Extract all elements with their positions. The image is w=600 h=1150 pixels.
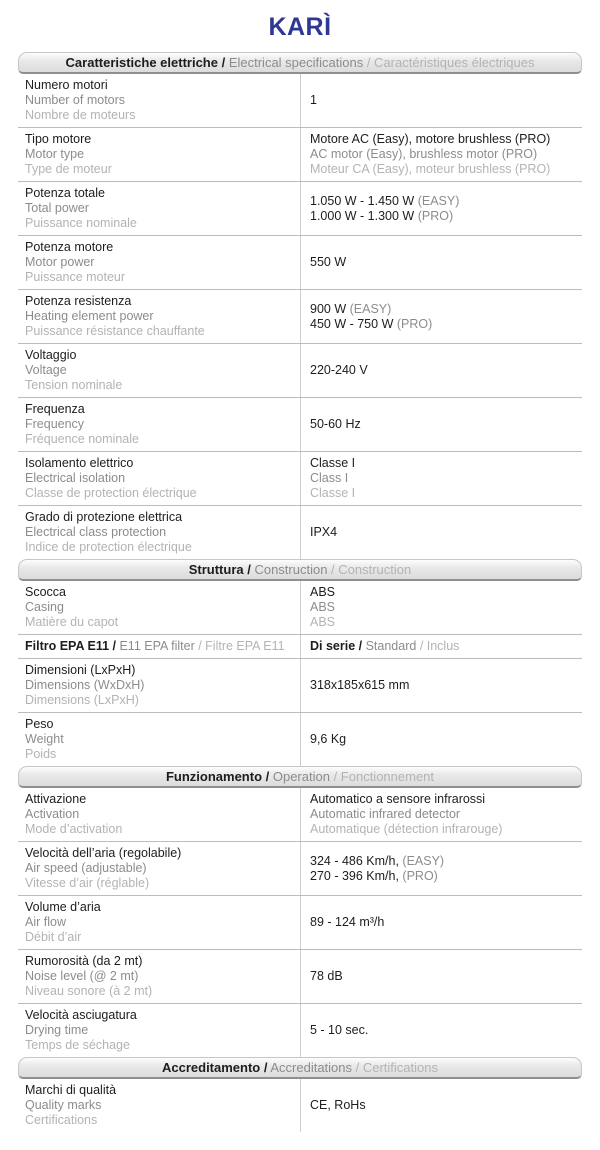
label-line (25, 1008, 294, 1023)
text-segment: IPX4 (310, 525, 338, 539)
label-line (25, 717, 294, 732)
value-line (310, 585, 576, 600)
label-line (25, 876, 294, 891)
row-value (300, 344, 582, 397)
text-segment: Volume d’aria (25, 900, 101, 914)
text-segment: Certifications (25, 1113, 98, 1127)
spec-row (18, 581, 582, 634)
row-label (18, 788, 300, 841)
label-line (25, 270, 294, 285)
spec-row (18, 181, 582, 235)
label-line (25, 792, 294, 807)
text-segment: Potenza motore (25, 240, 114, 254)
value-line (310, 869, 576, 884)
value-line (310, 915, 576, 930)
row-label (18, 398, 300, 451)
text-segment: 450 W - 750 W (310, 316, 397, 331)
text-segment: Dimensions (LxPxH) (25, 693, 139, 707)
row-value (300, 950, 582, 1003)
text-segment: (PRO) (402, 868, 438, 883)
label-line (25, 1098, 294, 1113)
text-segment: Frequenza (25, 402, 85, 416)
text-segment: Puissance nominale (25, 216, 137, 230)
text-segment: Class I (310, 471, 349, 485)
value-line (310, 471, 576, 486)
row-label (18, 635, 300, 658)
label-line (25, 186, 294, 201)
value-line (310, 1023, 576, 1038)
label-line (25, 456, 294, 471)
spec-row (18, 343, 582, 397)
text-segment: Accreditations (267, 1060, 353, 1075)
text-segment: 318x185x615 mm (310, 678, 410, 692)
spec-row (18, 634, 582, 658)
row-value (300, 128, 582, 181)
label-line (25, 1113, 294, 1128)
text-segment: Fréquence nominale (25, 432, 139, 446)
text-segment: Indice de protection électrique (25, 540, 192, 554)
label-line (25, 240, 294, 255)
spec-row (18, 397, 582, 451)
text-segment: Heating element power (25, 309, 154, 323)
value-line (310, 525, 576, 540)
value-line (310, 317, 576, 332)
text-segment: Quality marks (25, 1098, 102, 1112)
text-segment: 900 W (310, 301, 350, 316)
value-line (310, 363, 576, 378)
text-segment: (EASY) (349, 301, 392, 316)
text-segment: 324 - 486 Km/h, (310, 853, 403, 868)
label-line (25, 807, 294, 822)
label-line (25, 732, 294, 747)
text-segment: / Filtre EPA E11 (194, 639, 285, 653)
text-segment: Filtro EPA E11 / (25, 639, 116, 653)
text-segment: (PRO) (396, 316, 433, 331)
text-segment: / Inclus (416, 639, 460, 653)
label-line (25, 417, 294, 432)
text-segment: Struttura / (188, 562, 251, 577)
text-segment: 89 - 124 m³/h (310, 915, 385, 929)
text-segment: Automatico a sensore infrarossi (310, 792, 486, 806)
row-label (18, 290, 300, 343)
text-segment: (EASY) (402, 853, 445, 868)
value-line (310, 969, 576, 984)
text-segment: 220-240 V (310, 363, 368, 377)
text-segment: 5 - 10 sec. (310, 1023, 369, 1037)
text-segment: / Construction (327, 562, 412, 577)
label-line (25, 900, 294, 915)
spec-row (18, 74, 582, 127)
text-segment: AC motor (Easy), brushless motor (PRO) (310, 147, 538, 161)
text-segment: 550 W (310, 255, 347, 269)
row-value (300, 635, 582, 658)
row-value (300, 182, 582, 235)
spec-row (18, 127, 582, 181)
text-segment: (EASY) (417, 193, 460, 208)
text-segment: 1.050 W - 1.450 W (310, 193, 418, 208)
row-label (18, 659, 300, 712)
row-label (18, 74, 300, 127)
label-line (25, 294, 294, 309)
row-value (300, 896, 582, 949)
label-line (25, 525, 294, 540)
text-segment: Puissance résistance chauffante (25, 324, 205, 338)
row-label (18, 506, 300, 559)
text-segment: / Fonctionnement (329, 769, 435, 784)
row-value (300, 842, 582, 895)
row-value (300, 1079, 582, 1132)
row-value (300, 659, 582, 712)
value-line (310, 417, 576, 432)
label-line (25, 348, 294, 363)
text-segment: Type de moteur (25, 162, 112, 176)
label-line (25, 510, 294, 525)
text-segment: Dimensioni (LxPxH) (25, 663, 136, 677)
text-segment: Activation (25, 807, 80, 821)
text-segment: 50-60 Hz (310, 417, 361, 431)
text-segment: Poids (25, 747, 57, 761)
label-line (25, 432, 294, 447)
row-value (300, 74, 582, 127)
text-segment: Tension nominale (25, 378, 123, 392)
spec-row (18, 289, 582, 343)
value-line (310, 854, 576, 869)
row-label (18, 236, 300, 289)
text-segment: Number of motors (25, 93, 126, 107)
spec-row (18, 712, 582, 766)
spec-row (18, 788, 582, 841)
value-line (310, 209, 576, 224)
text-segment: Velocità asciugatura (25, 1008, 137, 1022)
text-segment: Noise level (@ 2 mt) (25, 969, 139, 983)
value-line (310, 615, 576, 630)
text-segment: 9,6 Kg (310, 732, 347, 746)
value-line (310, 639, 576, 654)
row-value (300, 398, 582, 451)
row-value (300, 1004, 582, 1057)
row-label (18, 1004, 300, 1057)
text-segment: Automatic infrared detector (310, 807, 461, 821)
product-title: KARÌ (268, 13, 332, 41)
text-segment: (PRO) (417, 208, 454, 223)
label-line (25, 540, 294, 555)
value-line (310, 93, 576, 108)
row-label (18, 581, 300, 634)
label-line (25, 162, 294, 177)
label-line (25, 678, 294, 693)
text-segment: CE, RoHs (310, 1098, 366, 1112)
text-segment: ABS (310, 585, 336, 599)
value-line (310, 132, 576, 147)
label-line (25, 1038, 294, 1053)
text-segment: Temps de séchage (25, 1038, 130, 1052)
row-value (300, 788, 582, 841)
text-segment: Air flow (25, 915, 66, 929)
section-header (18, 52, 582, 74)
label-line (25, 846, 294, 861)
label-line (25, 639, 294, 654)
text-segment: 1.000 W - 1.300 W (310, 208, 418, 223)
text-segment: Voltaggio (25, 348, 77, 362)
label-line (25, 747, 294, 762)
label-line (25, 201, 294, 216)
label-line (25, 402, 294, 417)
text-segment: Standard (362, 639, 417, 653)
value-line (310, 678, 576, 693)
value-line (310, 456, 576, 471)
label-line (25, 822, 294, 837)
value-line (310, 732, 576, 747)
text-segment: Vitesse d’air (réglable) (25, 876, 150, 890)
label-line (25, 861, 294, 876)
value-line (310, 147, 576, 162)
label-line (25, 378, 294, 393)
label-line (25, 78, 294, 93)
text-segment: Classe I (310, 486, 356, 500)
value-line (310, 255, 576, 270)
value-line (310, 600, 576, 615)
text-segment: Weight (25, 732, 64, 746)
text-segment: Funzionamento / (165, 769, 270, 784)
text-segment: Rumorosità (da 2 mt) (25, 954, 143, 968)
value-line (310, 807, 576, 822)
label-line (25, 363, 294, 378)
spec-row (18, 1003, 582, 1057)
label-line (25, 471, 294, 486)
label-line (25, 915, 294, 930)
row-label (18, 182, 300, 235)
label-line (25, 930, 294, 945)
text-segment: Matière du capot (25, 615, 119, 629)
text-segment: Operation (269, 769, 330, 784)
text-segment: / Caractéristiques électriques (363, 55, 535, 70)
row-label (18, 1079, 300, 1132)
spec-row (18, 949, 582, 1003)
text-segment: Grado di protezione elettrica (25, 510, 183, 524)
row-value (300, 506, 582, 559)
row-value (300, 236, 582, 289)
label-line (25, 1023, 294, 1038)
value-line (310, 792, 576, 807)
label-line (25, 1083, 294, 1098)
text-segment: Peso (25, 717, 54, 731)
text-segment: Air speed (adjustable) (25, 861, 147, 875)
text-segment: Scocca (25, 585, 66, 599)
label-line (25, 108, 294, 123)
text-segment: Velocità dell’aria (regolabile) (25, 846, 182, 860)
spec-row (18, 505, 582, 559)
text-segment: 1 (310, 93, 317, 107)
section-header (18, 1057, 582, 1079)
text-segment: Potenza totale (25, 186, 105, 200)
text-segment: Moteur CA (Easy), moteur brushless (PRO) (310, 162, 551, 176)
text-segment: Di serie / (310, 639, 363, 653)
spec-row (18, 658, 582, 712)
text-segment: Nombre de moteurs (25, 108, 136, 122)
text-segment: Automatique (détection infrarouge) (310, 822, 503, 836)
text-segment: Puissance moteur (25, 270, 126, 284)
text-segment: Electrical specifications (225, 55, 364, 70)
text-segment: Motor power (25, 255, 95, 269)
text-segment: ABS (310, 600, 336, 614)
text-segment: Attivazione (25, 792, 87, 806)
text-segment: Marchi di qualità (25, 1083, 117, 1097)
text-segment: 78 dB (310, 969, 343, 983)
label-line (25, 600, 294, 615)
section-header (18, 766, 582, 788)
text-segment: Débit d’air (25, 930, 82, 944)
text-segment: Caratteristiche elettriche / (65, 55, 226, 70)
row-label (18, 452, 300, 505)
value-line (310, 1098, 576, 1113)
spec-row (18, 895, 582, 949)
spec-row (18, 235, 582, 289)
text-segment: Numero motori (25, 78, 108, 92)
spec-row (18, 841, 582, 895)
text-segment: Casing (25, 600, 64, 614)
label-line (25, 309, 294, 324)
text-segment: Classe de protection électrique (25, 486, 197, 500)
text-segment: Mode d’activation (25, 822, 123, 836)
label-line (25, 585, 294, 600)
spec-row (18, 1079, 582, 1132)
row-label (18, 896, 300, 949)
text-segment: Drying time (25, 1023, 89, 1037)
label-line (25, 984, 294, 999)
text-segment: Motor type (25, 147, 85, 161)
value-line (310, 486, 576, 501)
text-segment: ABS (310, 615, 336, 629)
value-line (310, 194, 576, 209)
label-line (25, 132, 294, 147)
label-line (25, 147, 294, 162)
row-value (300, 713, 582, 766)
row-label (18, 950, 300, 1003)
text-segment: Construction (250, 562, 328, 577)
text-segment: 270 - 396 Km/h, (310, 868, 403, 883)
label-line (25, 93, 294, 108)
text-segment: Dimensions (WxDxH) (25, 678, 145, 692)
value-line (310, 822, 576, 837)
text-segment: E11 EPA filter (116, 639, 195, 653)
section-header (18, 559, 582, 581)
text-segment: Tipo motore (25, 132, 92, 146)
text-segment: / Certifications (352, 1060, 438, 1075)
text-segment: Isolamento elettrico (25, 456, 134, 470)
label-line (25, 324, 294, 339)
text-segment: Frequency (25, 417, 85, 431)
text-segment: Classe I (310, 456, 356, 470)
label-line (25, 663, 294, 678)
text-segment: Motore AC (Easy), motore brushless (PRO) (310, 132, 551, 146)
row-label (18, 713, 300, 766)
label-line (25, 486, 294, 501)
row-value (300, 581, 582, 634)
text-segment: Total power (25, 201, 89, 215)
row-label (18, 842, 300, 895)
row-label (18, 128, 300, 181)
value-line (310, 302, 576, 317)
value-line (310, 162, 576, 177)
label-line (25, 954, 294, 969)
spec-row (18, 451, 582, 505)
text-segment: Electrical class protection (25, 525, 167, 539)
row-label (18, 344, 300, 397)
label-line (25, 615, 294, 630)
label-line (25, 693, 294, 708)
spec-table (18, 52, 582, 1132)
row-value (300, 290, 582, 343)
row-value (300, 452, 582, 505)
label-line (25, 255, 294, 270)
label-line (25, 216, 294, 231)
text-segment: Accreditamento / (161, 1060, 268, 1075)
label-line (25, 969, 294, 984)
text-segment: Voltage (25, 363, 67, 377)
text-segment: Electrical isolation (25, 471, 126, 485)
text-segment: Potenza resistenza (25, 294, 132, 308)
text-segment: Niveau sonore (à 2 mt) (25, 984, 153, 998)
